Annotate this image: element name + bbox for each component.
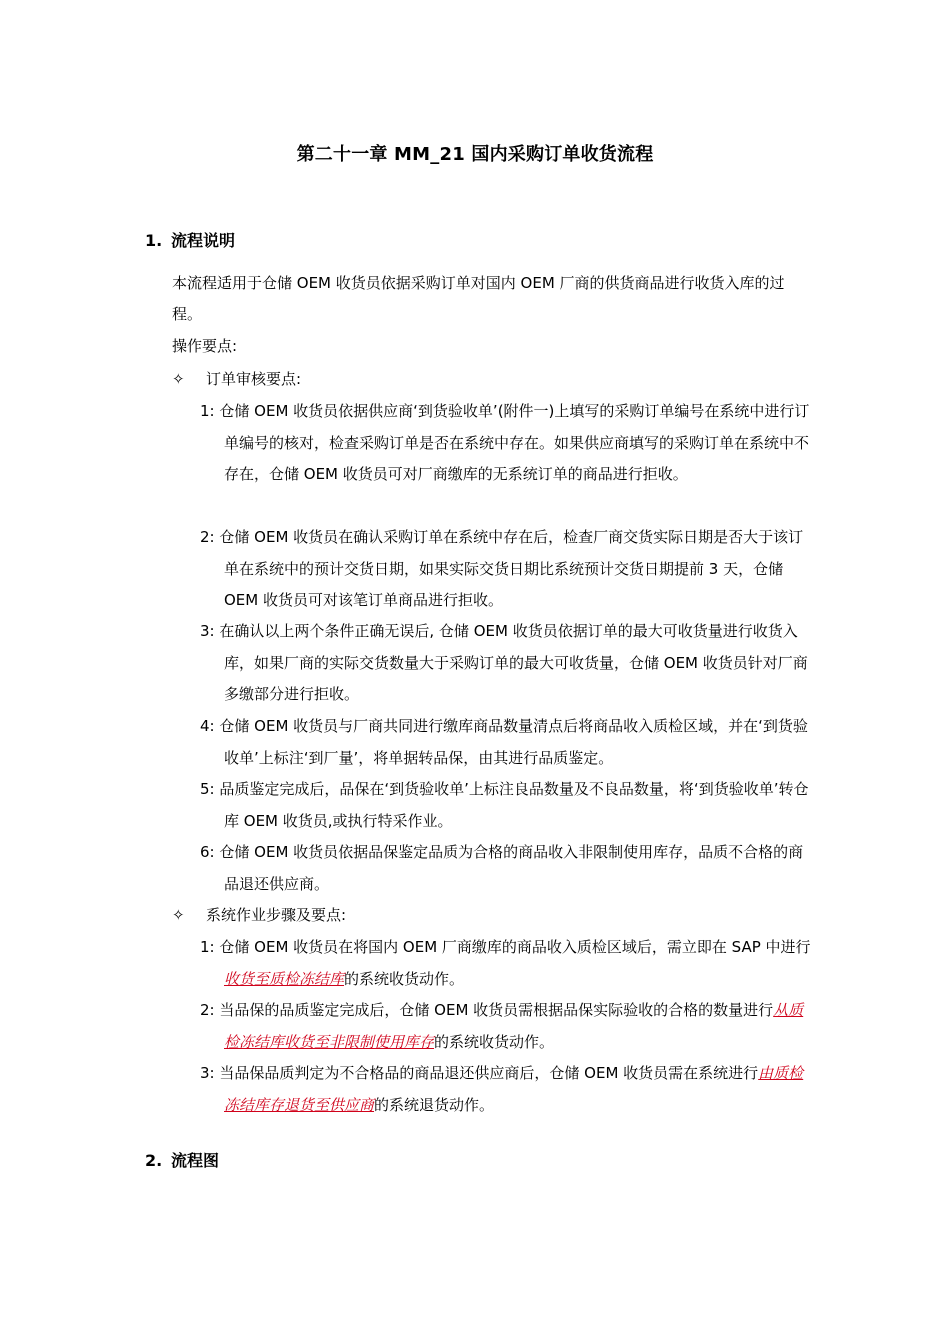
bullet-order-review [172,364,301,395]
item-text: 仓储 OEM 收货员与厂商共同进行缴库商品数量清点后将商品收入质检区域，并在‘到货验收单’上标注‘到厂量’，将单据转品保，由其进行品质鉴定。 [219,717,808,767]
section-title: 流程图 [171,1151,220,1170]
item-text: 当品保品质判定为不合格品的商品退还供应商后，仓储 OEM 收货员需在系统进行 [219,1064,759,1082]
item-number: 1: [200,938,215,956]
section-heading-1 [145,228,235,251]
section-heading-2 [145,1148,219,1171]
item-text: 仓储 OEM 收货员在确认采购订单在系统中存在后，检查厂商交货实际日期是否大于该订单在系统中的预计交货日期，如果实际交货日期比系统预计交货日期提前 3 天，仓储 OEM 收货员可对该笔订单商品进行拒收。 [219,528,804,609]
section-number: 1. [145,231,163,250]
list-item [200,1058,812,1121]
section-number: 2. [145,1151,163,1170]
list-item [200,932,812,995]
bullet-heading: 订单审核要点: [206,370,302,388]
item-text: 仓储 OEM 收货员在将国内 OEM 厂商缴库的商品收入质检区域后，需立即在 SAP 中进行 [219,938,811,956]
item-number: 2: [200,528,215,546]
intro-paragraph: 本流程适用于仓储 OEM 收货员依据采购订单对国内 OEM 厂商的供货商品进行收货入库的过程。 [172,274,785,323]
list-item [200,616,812,711]
item-text: 的系统收货动作。 [434,1032,555,1051]
diamond-bullet-icon: ✧ [172,370,185,388]
list-item [200,837,812,900]
item-number: 5: [200,780,215,798]
item-text: 在确认以上两个条件正确无误后, 仓储 OEM 收货员依据订单的最大可收货量进行收货入库，如果厂商的实际交货数量大于采购订单的最大可收货量，仓储 OEM 收货员针对厂商多缴部分进行拒收。 [219,622,808,703]
item-text: 品质鉴定完成后，品保在‘到货验收单’上标注良品数量及不良品数量，将‘到货验收单’转仓库 OEM 收货员,或执行特采作业。 [219,780,809,830]
item-text: 仓储 OEM 收货员依据供应商‘到货验收单’(附件一)上填写的采购订单编号在系统中进行订单编号的核对，检查采购订单是否在系统中存在。如果供应商填写的采购订单在系统中不存在，仓储 OEM 收货员可对厂商缴库的无系统订单的商品进行拒收。 [219,402,810,483]
section-title: 流程说明 [171,231,236,250]
item-number: 3: [200,1064,215,1082]
item-number: 3: [200,622,215,640]
item-text: 仓储 OEM 收货员依据品保鉴定品质为合格的商品收入非限制使用库存，品质不合格的商品退还供应商。 [219,843,804,893]
item-text: 的系统退货动作。 [374,1095,495,1114]
bullet-heading: 系统作业步骤及要点: [206,906,347,924]
link-receive-to-qi-stock[interactable]: 收货至质检冻结库 [224,969,345,988]
list-item [200,522,812,617]
link-qi-to-unrestricted-stock[interactable]: 从质检冻结库收货至非限制使用库存 [224,1001,804,1051]
ops-label: 操作要点: [172,337,238,355]
list-item [200,711,812,774]
item-number: 6: [200,843,215,861]
item-number: 2: [200,1001,215,1019]
page-title: 第二十一章 MM_21 国内采购订单收货流程 [296,144,654,165]
link-qi-return-to-vendor[interactable]: 由质检冻结库存退货至供应商 [224,1064,804,1114]
item-text: 的系统收货动作。 [344,969,465,988]
bullet-system-steps [172,900,346,931]
list-item [200,396,812,491]
item-number: 1: [200,402,215,420]
item-text: 当品保的品质鉴定完成后，仓储 OEM 收货员需根据品保实际验收的合格的数量进行 [219,1001,774,1019]
item-number: 4: [200,717,215,735]
list-item [200,774,812,837]
diamond-bullet-icon: ✧ [172,906,185,924]
list-item [200,995,812,1058]
